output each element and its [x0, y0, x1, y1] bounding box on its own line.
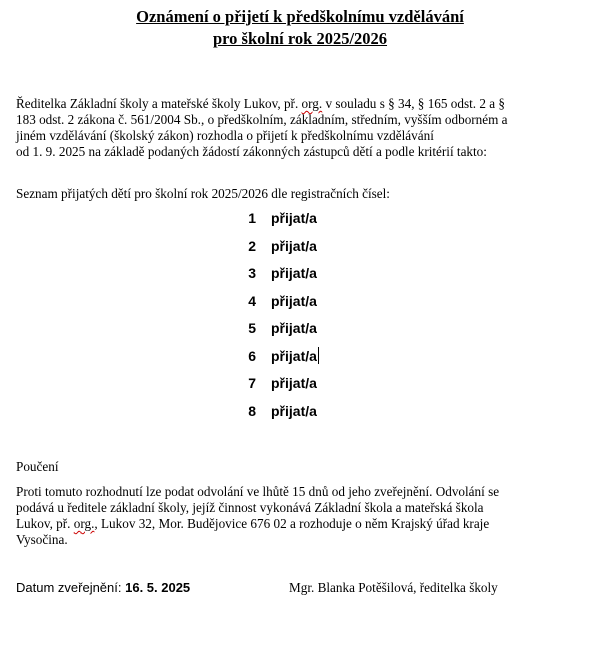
admission-status: přijat/a [271, 375, 317, 391]
list-item [240, 263, 317, 283]
intro-line-1 [16, 96, 586, 112]
notice-line-3-end: , Lukov 32, Mor. Budějovice 676 02 a rozhoduje o něm Krajský úřad kraje [94, 516, 490, 531]
document-title-line-1: Oznámení o přijetí k předškolnímu vzdělávání [136, 7, 464, 26]
admission-status[interactable] [271, 346, 319, 366]
list-heading: Seznam přijatých dětí pro školní rok 2025/2026 dle registračních čísel: [16, 186, 390, 201]
list-item [240, 236, 317, 256]
list-item [240, 208, 317, 228]
text-cursor [318, 347, 319, 364]
list-item [240, 401, 317, 421]
notice-org-abbrev: org. [73, 516, 95, 531]
admission-status: přijat/a [271, 403, 317, 419]
admission-status: přijat/a [271, 210, 317, 226]
registration-number: 4 [248, 293, 256, 309]
intro-line-3: jiném vzdělávání (školský zákon) rozhodla o přijetí k předškolnímu vzdělávání [16, 128, 434, 143]
publication-date-label: Datum zveřejnění: [16, 580, 126, 595]
publication-date-value: 16. 5. 2025 [125, 580, 191, 595]
registration-number: 3 [248, 265, 256, 281]
registration-number: 7 [248, 375, 256, 391]
admission-status-text: přijat/a [271, 348, 317, 364]
signature: Mgr. Blanka Potěšilová, ředitelka školy [289, 580, 498, 595]
admission-status: přijat/a [271, 238, 317, 254]
list-item [240, 291, 317, 311]
notice-line-3 [16, 516, 489, 532]
admission-status: přijat/a [271, 293, 317, 309]
document-title-line-2: pro školní rok 2025/2026 [212, 29, 388, 48]
list-item [240, 318, 317, 338]
list-item[interactable] [240, 346, 319, 366]
list-item [240, 373, 317, 393]
notice-line-4: Vysočina. [16, 532, 68, 547]
notice-line-2: podává u ředitele základní školy, jejíž činnost vykonává Základní škola a mateřská škola [16, 500, 484, 515]
admission-status: přijat/a [271, 320, 317, 336]
intro-org-abbrev: org. [301, 96, 323, 111]
intro-line-1-start: Ředitelka Základní školy a mateřské školy Lukov, př. [16, 96, 302, 111]
registration-number: 2 [248, 238, 256, 254]
registration-number: 6 [248, 348, 256, 364]
notice-line-3-start: Lukov, př. [16, 516, 74, 531]
registration-number: 5 [248, 320, 256, 336]
intro-line-4: od 1. 9. 2025 na základě podaných žádostí zákonných zástupců dětí a podle kritérií takto: [16, 144, 487, 159]
registration-number: 8 [248, 403, 256, 419]
registration-number: 1 [248, 210, 256, 226]
intro-line-2: 183 odst. 2 zákona č. 561/2004 Sb., o předškolním, základním, středním, vyšším odborném a [16, 112, 508, 127]
admission-status: přijat/a [271, 265, 317, 281]
publication-date [16, 580, 190, 596]
intro-line-1-end: v souladu s § 34, § 165 odst. 2 a § [322, 96, 505, 111]
notice-heading: Poučení [16, 459, 59, 474]
notice-line-1: Proti tomuto rozhodnutí lze podat odvolání ve lhůtě 15 dnů od jeho zveřejnění. Odvolání se [16, 484, 500, 499]
